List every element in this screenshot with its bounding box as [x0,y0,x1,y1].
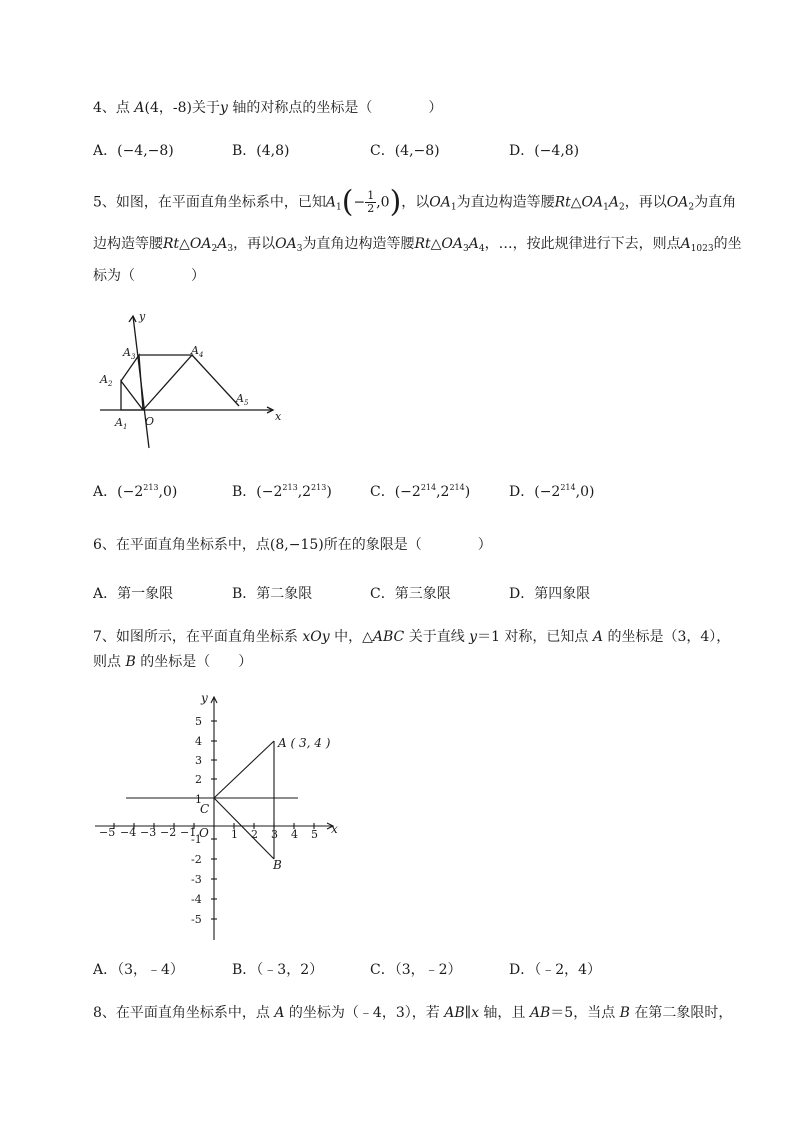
q7-option-d[interactable]: D．（﹣2，4） [509,962,602,978]
q8-x: x [471,1005,479,1021]
q7-options [93,960,713,980]
q5-sub: 3 [462,244,469,254]
q7-line-1 [93,627,730,647]
q5-text: 为直角 [694,194,737,211]
q5-text: ，再以 [233,236,276,252]
q5-line-2 [93,234,742,259]
q4-point: A [134,100,145,116]
q4-prefix: 4、点 [93,100,135,116]
q5-tri: A [608,194,620,211]
triangle-1 [121,381,143,410]
q5-text: 为直边构造等腰 [456,194,555,211]
q6-option-a[interactable]: A．第一象限 [93,586,174,602]
q8-text: 轴，且 [478,1005,530,1021]
point-c-label: C [200,802,210,816]
q8-text: 在第二象限时， [629,1005,733,1021]
svg-text:2: 2 [195,773,202,786]
q7-option-c[interactable]: C．（3，﹣2） [370,962,462,978]
q5-text: ，以 [401,194,430,211]
y-label: y [201,692,208,705]
q7-option-b[interactable]: B．（﹣3，2） [232,962,324,978]
a5-label: $A_5$ [236,392,249,407]
x-label: x [331,822,338,836]
origin-label: O [145,415,155,428]
q5-fraction [365,190,376,215]
q5-sub: 4 [478,244,485,254]
svg-text:-1: -1 [191,833,202,846]
q5-line-3: 标为（ ） [93,268,205,284]
svg-text:−3: −3 [140,826,157,839]
frac-den: 2 [367,202,375,215]
q5-tri: Rt△OA [414,236,463,252]
q5-sub: 3 [227,244,234,254]
q5-tri: Rt△OA [554,194,604,211]
q7-line-2 [93,652,252,672]
q5-option-a[interactable]: A．$(-2^{213},0)$ [93,483,178,500]
side-ca [214,741,274,798]
q4-options [93,141,713,161]
q5-text: ，…，按此规律进行下去，则点 [484,236,681,252]
q8-parallel: ∥ [464,1005,472,1021]
svg-text:−4: −4 [120,826,137,839]
q5-sub: 2 [619,202,625,213]
q8-text: ＝5，当点 [550,1005,620,1021]
q7-text: 7、如图所示，在平面直角坐标系 [93,629,303,645]
side-cb [214,798,274,859]
svg-text:-3: -3 [191,873,202,886]
q7-figure [93,692,353,947]
q4-coords: (4，-8) [144,100,192,116]
svg-text:4: 4 [195,735,202,748]
q4-option-d[interactable]: D．(−4,8) [509,143,580,159]
svg-text:−2: −2 [160,826,177,839]
triangle-4 [192,355,239,406]
a2-label: $A_2$ [100,373,113,388]
q5-seg: OA [429,194,451,211]
right-paren: ) [389,184,402,220]
y-arrow-icon [129,316,136,322]
question-6: 6、在平面直角坐标系中，点(8,−15)所在的象限是（ ） [93,537,492,553]
q5-text: 边构造等腰 [93,236,163,252]
q7-text: 的坐标是（ ） [135,654,253,670]
q6-option-c[interactable]: C．第三象限 [370,586,451,602]
q5-sub: 1 [450,202,457,213]
q5-text: 为直角边构造等腰 [302,236,415,252]
q5-point-sub: 1 [336,202,342,213]
svg-text:1: 1 [195,793,202,806]
q6-option-d[interactable]: D．第四象限 [509,586,591,602]
q5-sub: 2 [688,202,695,213]
q5-tri: A [217,236,228,252]
q5-tri: A [468,236,479,252]
q7-y: y [469,629,478,645]
svg-text:-5: -5 [191,913,202,926]
q4-option-b[interactable]: B．(4,8) [232,143,290,159]
q7-xoy: xOy [302,629,330,645]
q5-option-c[interactable]: C．$(-2^{214},2^{214})$ [370,483,471,500]
q5-sub: 3 [296,244,303,254]
q8-text: 的坐标为（﹣4，3），若 [284,1005,445,1021]
q8-AB: AB [444,1005,465,1021]
q5-sub: 1 [603,202,609,213]
svg-text:2: 2 [251,828,258,841]
left-paren: ( [341,184,354,220]
q7-text: 的坐标是（3，4）， [603,629,731,645]
q7-text: 则点 [93,654,126,670]
q5-text: ，再以 [624,194,667,211]
q5-figure [95,308,290,453]
q7-option-a[interactable]: A．（3，﹣4） [93,962,184,978]
q5-options [93,478,713,498]
q8-AB: AB [529,1005,551,1021]
q5-option-d[interactable]: D．$(-2^{214},0)$ [509,483,595,500]
q7-text: ＝1 对称，已知点 [477,629,593,645]
y-tick-labels [191,715,202,926]
svg-text:5: 5 [195,715,202,728]
q5-sub: 1023 [690,244,714,254]
q6-option-b[interactable]: B．第二象限 [232,586,313,602]
a3-label: $A_3$ [123,346,136,361]
q4-option-a[interactable]: A．(−4,−8) [93,143,174,159]
svg-text:-2: -2 [191,853,202,866]
svg-text:−1: −1 [180,826,197,839]
q5-sub: 2 [211,244,218,254]
q5-tri: Rt△OA [163,236,212,252]
question-4 [93,98,442,118]
q8-A: A [274,1005,285,1021]
point-b-label: B [273,858,282,872]
q7-abc: ABC [372,629,405,645]
q4-option-c[interactable]: C．(4,−8) [370,143,440,159]
q5-point: A [680,236,691,252]
q5-minus: − [353,194,366,211]
origin-label: O [199,826,209,840]
q4-axis: y [219,100,228,116]
triangle-2 [121,355,143,410]
a4-label: $A_4$ [191,344,204,359]
point-a-label: A ( 3, 4 ) [278,736,331,750]
q8-text: 8、在平面直角坐标系中，点 [93,1005,275,1021]
q5-frac-rest: ,0 [376,194,390,211]
svg-text:3: 3 [271,828,278,841]
svg-text:5: 5 [311,828,318,841]
q5-option-b[interactable]: B．$(-2^{213},2^{213})$ [232,483,332,500]
q7-B: B [125,654,136,670]
q7-text: 中，△ [329,629,373,645]
q6-options [93,584,713,604]
q5-point: A [325,194,337,211]
question-8 [93,1003,732,1023]
frac-num: 1 [367,189,375,202]
svg-text:−5: −5 [99,826,116,839]
q4-mid: 关于 [191,100,220,116]
q5-line-1 [93,184,737,220]
q5-text: 5、如图，在平面直角坐标系中，已知 [93,194,326,211]
x-label: x [275,410,282,423]
q4-rest: 轴的对称点的坐标是（ ） [227,100,443,116]
q5-seg: OA [666,194,689,211]
triangle-3 [139,355,192,410]
q5-text: 的坐 [713,236,742,252]
q7-text: 关于直线 [404,629,470,645]
q5-seg: OA [275,236,297,252]
svg-text:-4: -4 [191,893,202,906]
svg-text:1: 1 [231,828,238,841]
q8-B: B [619,1005,630,1021]
y-label: y [139,310,146,323]
svg-text:3: 3 [195,754,202,767]
svg-text:4: 4 [291,828,298,841]
q7-A: A [592,629,604,645]
a1-label: $A_1$ [115,416,128,431]
